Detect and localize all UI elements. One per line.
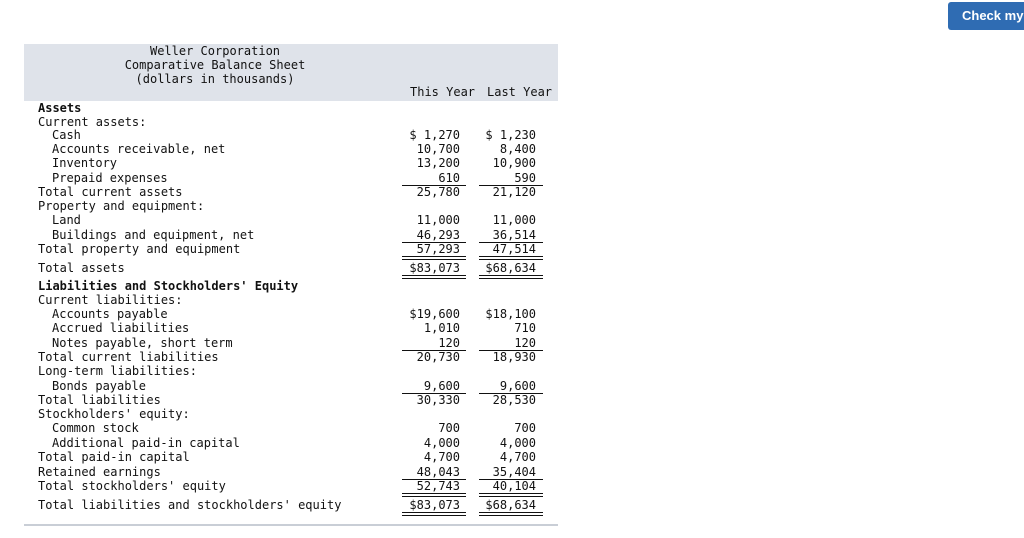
row-label: Total current assets <box>38 185 183 199</box>
row-label: Liabilities and Stockholders' Equity <box>38 279 299 293</box>
company-name: Weller Corporation <box>149 44 281 58</box>
balance-sheet <box>24 44 558 528</box>
table-row <box>24 321 558 335</box>
value-this-year: $19,600 <box>409 307 460 321</box>
value-this-year: 20,730 <box>416 350 460 364</box>
row-label: Total paid-in capital <box>38 450 190 464</box>
value-last-year: 120 <box>514 336 536 350</box>
table-row <box>24 465 558 479</box>
value-last-year: 36,514 <box>492 228 536 242</box>
value-last-year: 700 <box>514 421 536 435</box>
value-this-year: 9,600 <box>423 379 460 393</box>
value-last-year: 21,120 <box>492 185 536 199</box>
row-label: Total liabilities <box>38 393 161 407</box>
row-label: Common stock <box>52 421 139 435</box>
table-row <box>24 101 558 115</box>
row-label: Total current liabilities <box>38 350 219 364</box>
value-this-year: 25,780 <box>416 185 460 199</box>
underline <box>479 259 543 260</box>
row-label: Property and equipment: <box>38 199 205 213</box>
row-label: Current assets: <box>38 115 147 129</box>
table-row <box>24 128 558 142</box>
underline <box>479 496 543 497</box>
table-row <box>24 436 558 450</box>
value-this-year: 1,010 <box>423 321 460 335</box>
table-row <box>24 242 558 256</box>
row-label: Current liabilities: <box>38 293 183 307</box>
double-underline <box>479 275 543 276</box>
value-last-year: 40,104 <box>492 479 536 493</box>
value-last-year: $18,100 <box>485 307 536 321</box>
table-row <box>24 199 558 213</box>
table-row <box>24 450 558 464</box>
row-label: Total stockholders' equity <box>38 479 226 493</box>
table-row <box>24 228 558 242</box>
value-last-year: 4,700 <box>499 450 536 464</box>
table-row <box>24 479 558 493</box>
row-label: Accounts payable <box>52 307 168 321</box>
units-note: (dollars in thousands) <box>135 72 295 86</box>
row-label: Total property and equipment <box>38 242 241 256</box>
table-row <box>24 156 558 170</box>
value-this-year: 11,000 <box>416 213 460 227</box>
value-this-year: 700 <box>438 421 460 435</box>
value-last-year: 8,400 <box>499 142 536 156</box>
table-row <box>24 185 558 199</box>
value-this-year: 4,000 <box>423 436 460 450</box>
row-label: Total assets <box>38 261 125 275</box>
double-underline <box>402 275 466 276</box>
value-last-year: 35,404 <box>492 465 536 479</box>
row-label: Long-term liabilities: <box>38 364 197 378</box>
row-label: Accounts receivable, net <box>52 142 226 156</box>
value-this-year: 48,043 <box>416 465 460 479</box>
value-last-year: $ 1,230 <box>485 128 536 142</box>
table-row <box>24 142 558 156</box>
row-label: Assets <box>38 101 82 115</box>
value-this-year: 120 <box>438 336 460 350</box>
value-last-year: 47,514 <box>492 242 536 256</box>
value-last-year: 710 <box>514 321 536 335</box>
value-last-year: 18,930 <box>492 350 536 364</box>
statement-name: Comparative Balance Sheet <box>124 58 306 72</box>
underline <box>402 493 466 494</box>
row-label: Retained earnings <box>38 465 161 479</box>
value-this-year: 52,743 <box>416 479 460 493</box>
value-this-year: $ 1,270 <box>409 128 460 142</box>
row-label: Land <box>52 213 81 227</box>
value-last-year: $68,634 <box>485 498 536 512</box>
row-label: Notes payable, short term <box>52 336 233 350</box>
value-last-year: 4,000 <box>499 436 536 450</box>
table-row <box>24 393 558 407</box>
table-row <box>24 307 558 321</box>
table-row <box>24 364 558 378</box>
table-row <box>24 293 558 307</box>
check-my-work-button[interactable]: Check my <box>948 2 1024 30</box>
double-underline <box>479 515 543 516</box>
value-this-year: 10,700 <box>416 142 460 156</box>
row-label: Accrued liabilities <box>52 321 190 335</box>
value-this-year: $83,073 <box>409 498 460 512</box>
row-label: Inventory <box>52 156 118 170</box>
row-label: Additional paid-in capital <box>52 436 240 450</box>
table-row <box>24 421 558 435</box>
value-this-year: 610 <box>438 171 460 185</box>
table-row <box>24 261 558 275</box>
row-label: Prepaid expenses <box>52 171 168 185</box>
bottom-border <box>24 524 558 526</box>
table-row <box>24 115 558 129</box>
row-label: Cash <box>52 128 81 142</box>
table-row <box>24 407 558 421</box>
value-last-year: 10,900 <box>492 156 536 170</box>
value-this-year: 4,700 <box>423 450 460 464</box>
sheet-title <box>24 44 406 86</box>
double-underline <box>402 515 466 516</box>
table-row <box>24 213 558 227</box>
row-label: Stockholders' equity: <box>38 407 190 421</box>
column-header-this-year: This Year <box>410 85 476 99</box>
underline <box>402 256 466 257</box>
row-label: Buildings and equipment, net <box>52 228 255 242</box>
value-this-year: $83,073 <box>409 261 460 275</box>
value-last-year: 9,600 <box>499 379 536 393</box>
value-this-year: 57,293 <box>416 242 460 256</box>
value-last-year: $68,634 <box>485 261 536 275</box>
table-row <box>24 336 558 350</box>
double-underline <box>402 512 466 513</box>
row-label: Total liabilities and stockholders' equity <box>38 498 342 512</box>
underline <box>479 493 543 494</box>
table-row <box>24 279 558 293</box>
value-this-year: 46,293 <box>416 228 460 242</box>
underline <box>402 259 466 260</box>
row-label: Bonds payable <box>52 379 146 393</box>
table-row <box>24 350 558 364</box>
value-last-year: 11,000 <box>492 213 536 227</box>
value-last-year: 590 <box>514 171 536 185</box>
underline <box>402 496 466 497</box>
underline <box>479 256 543 257</box>
column-header-last-year: Last Year <box>487 85 553 99</box>
value-this-year: 13,200 <box>416 156 460 170</box>
double-underline <box>479 512 543 513</box>
table-row <box>24 498 558 512</box>
table-row <box>24 171 558 185</box>
table-row <box>24 379 558 393</box>
value-this-year: 30,330 <box>416 393 460 407</box>
value-last-year: 28,530 <box>492 393 536 407</box>
